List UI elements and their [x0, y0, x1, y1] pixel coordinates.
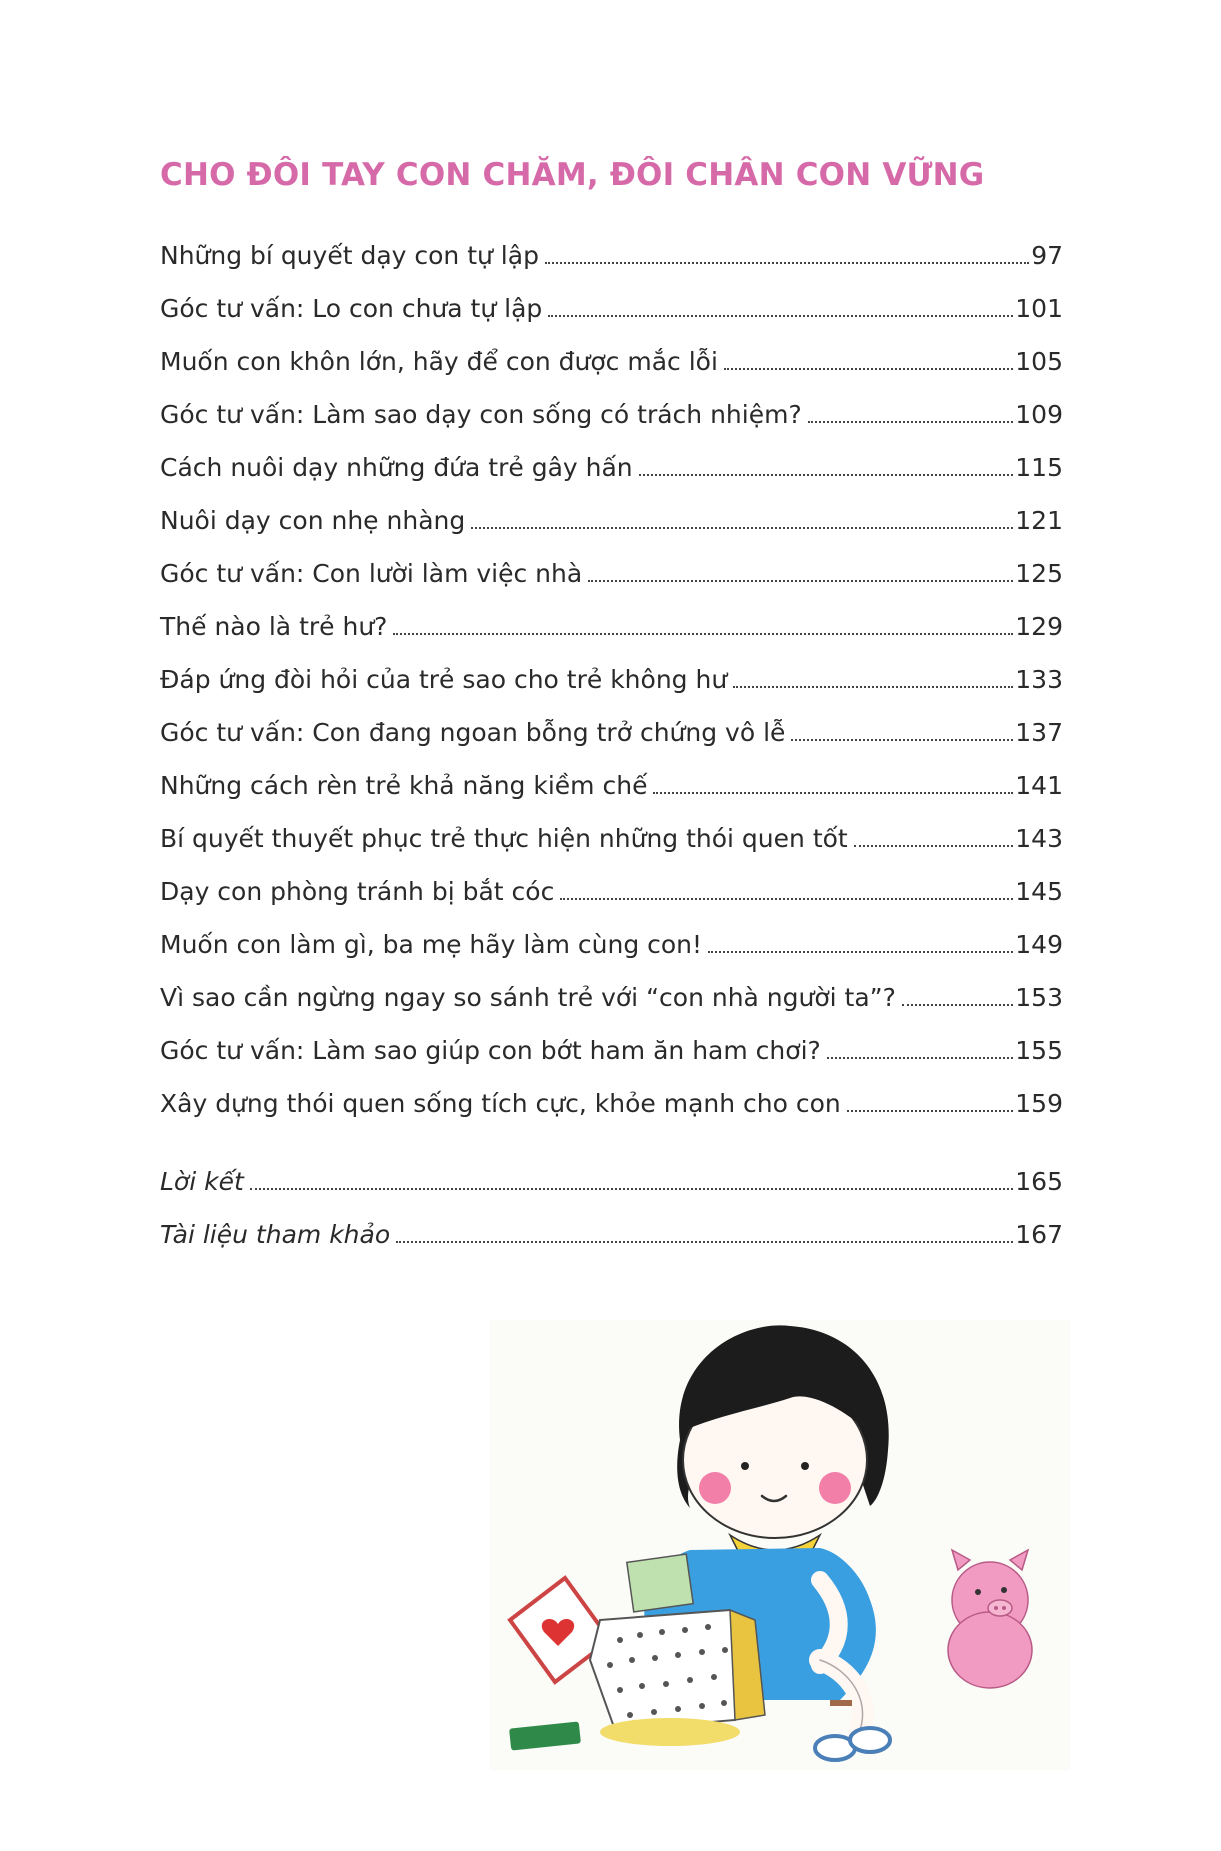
toc-entry-title: Góc tư vấn: Con lười làm việc nhà	[160, 559, 583, 588]
toc-leader-dots	[854, 845, 1014, 847]
toc-entry-page: 101	[1015, 294, 1063, 323]
toc-leader-dots	[733, 686, 1013, 688]
toc-entry-page: 121	[1015, 506, 1063, 535]
toc-leader-dots	[639, 474, 1014, 476]
toc-leader-dots	[847, 1110, 1014, 1112]
toc-entry[interactable]	[160, 1024, 1063, 1077]
toc-entry-page: 115	[1015, 453, 1063, 482]
toc-entry[interactable]	[160, 229, 1063, 282]
toc-spacer	[160, 1130, 1063, 1155]
toc-entry-title: Nuôi dạy con nhẹ nhàng	[160, 506, 466, 535]
toc-entry[interactable]	[160, 918, 1063, 971]
toc-entry-title: Muốn con làm gì, ba mẹ hãy làm cùng con!	[160, 930, 703, 959]
toc-leader-dots	[708, 951, 1013, 953]
toc-entry-title: Cách nuôi dạy những đứa trẻ gây hấn	[160, 453, 633, 482]
toc-entry-page: 153	[1015, 983, 1063, 1012]
toc-entry[interactable]	[160, 600, 1063, 653]
toc-entry-page: 155	[1015, 1036, 1063, 1065]
toc-entry-title: Góc tư vấn: Con đang ngoan bỗng trở chứng vô lễ	[160, 718, 786, 747]
toc-entry[interactable]	[160, 1077, 1063, 1130]
toc-entry-title: Góc tư vấn: Làm sao dạy con sống có trách nhiệm?	[160, 400, 802, 429]
toc-entry[interactable]	[160, 812, 1063, 865]
toc-entry-title: Góc tư vấn: Làm sao giúp con bớt ham ăn ham chơi?	[160, 1036, 821, 1065]
toc-entry-page: 133	[1015, 665, 1063, 694]
toc-leader-dots	[588, 580, 1013, 582]
girl-packing-bag-illustration	[490, 1320, 1070, 1770]
toc-entry-title: Dạy con phòng tránh bị bắt cóc	[160, 877, 555, 906]
toc-entry-title: Tài liệu tham khảo	[160, 1220, 391, 1249]
toc-entry-title: Bí quyết thuyết phục trẻ thực hiện những thói quen tốt	[160, 824, 848, 853]
toc-entry-page: 125	[1015, 559, 1063, 588]
toc-entry-page: 109	[1015, 400, 1063, 429]
toc-leader-dots	[560, 898, 1013, 900]
toc-entry-title: Góc tư vấn: Lo con chưa tự lập	[160, 294, 543, 323]
toc-entry-title: Những cách rèn trẻ khả năng kiềm chế	[160, 771, 648, 800]
toc-entry[interactable]	[160, 547, 1063, 600]
toc-leader-dots	[724, 368, 1013, 370]
toc-entry-page: 105	[1015, 347, 1063, 376]
toc-entry-page: 149	[1015, 930, 1063, 959]
toc-leader-dots	[791, 739, 1013, 741]
toc-entry[interactable]	[160, 865, 1063, 918]
toc-entry-page: 97	[1031, 241, 1063, 270]
toc-entry-page: 143	[1015, 824, 1063, 853]
toc-leader-dots	[902, 1004, 1013, 1006]
toc-entry-title: Thế nào là trẻ hư?	[160, 612, 388, 641]
toc-entry-page: 137	[1015, 718, 1063, 747]
toc-entry-title: Những bí quyết dạy con tự lập	[160, 241, 539, 270]
toc-leader-dots	[827, 1057, 1014, 1059]
section-title: CHO ĐÔI TAY CON CHĂM, ĐÔI CHÂN CON VỮNG	[160, 157, 985, 193]
toc-entry-title: Vì sao cần ngừng ngay so sánh trẻ với “con nhà người ta”?	[160, 983, 896, 1012]
toc-entry[interactable]	[160, 388, 1063, 441]
toc-entry[interactable]	[160, 759, 1063, 812]
toc-entry-page: 141	[1015, 771, 1063, 800]
toc-leader-dots	[653, 792, 1013, 794]
toc-entry-page: 165	[1015, 1167, 1063, 1196]
toc-entry-page: 159	[1015, 1089, 1063, 1118]
toc-entry[interactable]	[160, 706, 1063, 759]
toc-entry[interactable]	[160, 335, 1063, 388]
toc-leader-dots	[471, 527, 1013, 529]
toc-entry[interactable]	[160, 494, 1063, 547]
toc-back-matter-entry[interactable]	[160, 1155, 1063, 1208]
toc-leader-dots	[250, 1188, 1014, 1190]
toc-entry-title: Đáp ứng đòi hỏi của trẻ sao cho trẻ không hư	[160, 665, 728, 694]
toc-back-matter-entry[interactable]	[160, 1208, 1063, 1261]
toc-leader-dots	[396, 1241, 1013, 1243]
toc-entry[interactable]	[160, 282, 1063, 335]
toc-entry-title: Xây dựng thói quen sống tích cực, khỏe mạnh cho con	[160, 1089, 841, 1118]
toc-entry-page: 167	[1015, 1220, 1063, 1249]
table-of-contents	[160, 229, 1063, 1261]
toc-entry[interactable]	[160, 441, 1063, 494]
toc-leader-dots	[545, 262, 1029, 264]
toc-leader-dots	[548, 315, 1013, 317]
toc-entry[interactable]	[160, 971, 1063, 1024]
toc-entry-page: 129	[1015, 612, 1063, 641]
toc-entry[interactable]	[160, 653, 1063, 706]
toc-leader-dots	[808, 421, 1014, 423]
toc-entry-page: 145	[1015, 877, 1063, 906]
toc-entry-title: Lời kết	[160, 1167, 244, 1196]
toc-entry-title: Muốn con khôn lớn, hãy để con được mắc lỗi	[160, 347, 718, 376]
toc-leader-dots	[393, 633, 1013, 635]
